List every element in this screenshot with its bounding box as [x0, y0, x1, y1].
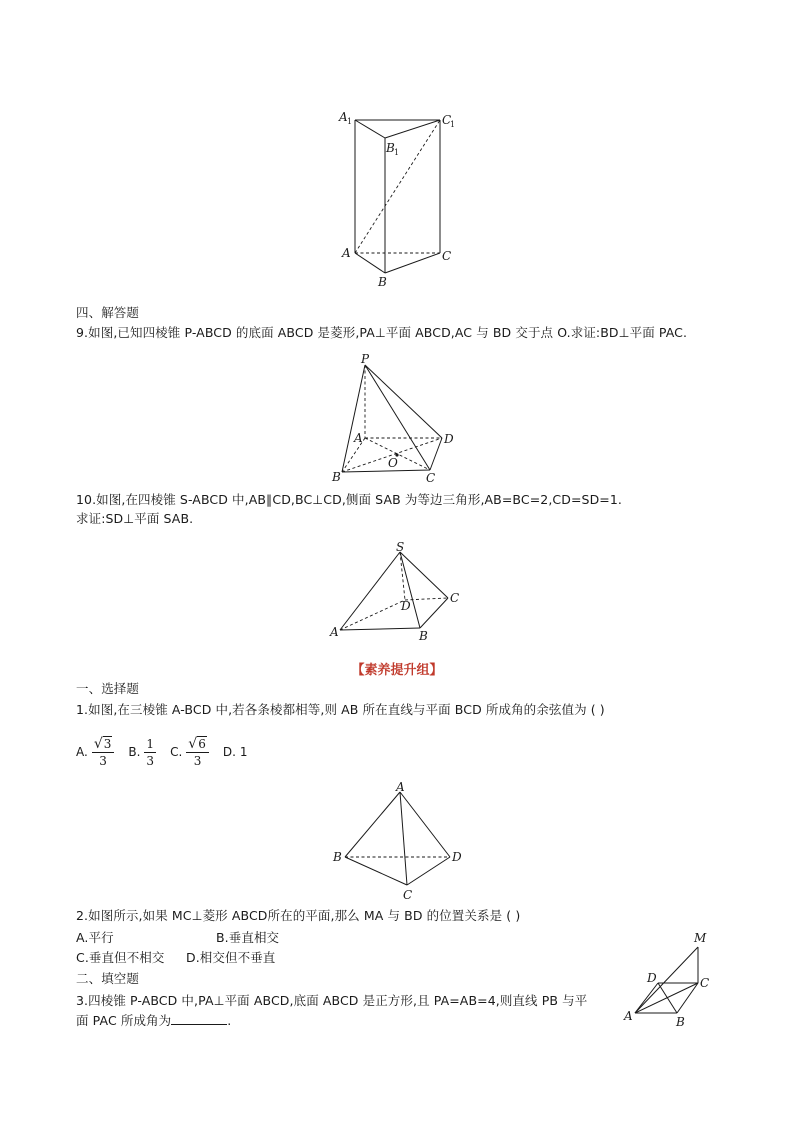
label-C: C [450, 591, 460, 605]
label-B1-sub: 1 [394, 148, 400, 157]
q2-text: 2.如图所示,如果 MC⊥菱形 ABCD所在的平面,那么 MA 与 BD 的位置关系是 ( ) [76, 908, 521, 923]
label-B1: B [386, 141, 395, 155]
label-B: B [676, 1015, 685, 1029]
label-M: M [694, 931, 707, 945]
label-A: A [342, 246, 351, 260]
q1-option-d[interactable]: D. 1 [222, 745, 248, 759]
q1-tetrahedron-figure [330, 780, 470, 905]
q2-option-a[interactable]: A.平行 [76, 930, 114, 945]
label-C1-sub: 1 [450, 120, 456, 129]
section-1-title: 一、选择题 [76, 681, 140, 696]
q1-option-a[interactable]: A. √ 3 3 [76, 736, 114, 769]
q9-pyramid-figure [330, 350, 470, 485]
q1-options [76, 732, 262, 772]
q3-line1: 3.四棱锥 P-ABCD 中,PA⊥平面 ABCD,底面 ABCD 是正方形,且 PA=AB=4,则直线 PB 与平 [76, 993, 588, 1008]
label-C: C [700, 976, 710, 990]
prism-figure [330, 105, 470, 295]
label-B: B [419, 629, 428, 643]
q1-option-b[interactable]: B. $\frac{1}{3}$ [128, 736, 155, 768]
q2-rhombus-figure [620, 925, 720, 1030]
label-C: C [426, 471, 436, 485]
label-A: A [396, 780, 405, 794]
q10-pyramid-figure [330, 540, 470, 645]
section-2-title: 二、填空题 [76, 971, 140, 986]
label-A: A [354, 431, 363, 445]
q2-option-b[interactable]: B.垂直相交 [216, 930, 280, 945]
q1-option-c[interactable]: C. √ 6 3 [170, 736, 209, 769]
label-D: D [452, 850, 462, 864]
label-S: S [396, 540, 405, 554]
label-A1: A [339, 110, 348, 124]
label-A1-sub: 1 [347, 117, 353, 126]
q2-option-c[interactable]: C.垂直但不相交 [76, 950, 165, 965]
label-D: D [647, 971, 657, 985]
section-4-title: 四、解答题 [76, 305, 140, 320]
label-B: B [378, 275, 387, 289]
label-A: A [624, 1009, 633, 1023]
label-C1: C [442, 113, 452, 127]
label-D: D [444, 432, 454, 446]
q1-text: 1.如图,在三棱锥 A-BCD 中,若各条棱都相等,则 AB 所在直线与平面 BCD 所成角的余弦值为 ( ) [76, 702, 605, 717]
label-O: O [388, 456, 398, 470]
label-A: A [330, 625, 339, 639]
label-C: C [442, 249, 452, 263]
q3-answer-blank[interactable] [171, 1012, 227, 1025]
section-tag-suyang: 【素养提升组】 [351, 663, 443, 678]
q10-line1: 10.如图,在四棱锥 S-ABCD 中,AB∥CD,BC⊥CD,侧面 SAB 为等边三角形,AB=BC=2,CD=SD=1. [76, 492, 622, 507]
q10-line2: 求证:SD⊥平面 SAB. [76, 511, 194, 526]
label-C: C [403, 888, 413, 902]
q3-line2-prefix: 面 PAC 所成角为 [76, 1013, 172, 1028]
label-B: B [332, 470, 341, 484]
q9-text: 9.如图,已知四棱锥 P-ABCD 的底面 ABCD 是菱形,PA⊥平面 ABCD,AC 与 BD 交于点 O.求证:BD⊥平面 PAC. [76, 325, 688, 340]
q3-line2 [76, 1012, 231, 1030]
label-B: B [333, 850, 342, 864]
label-P: P [361, 352, 370, 366]
q2-option-d[interactable]: D.相交但不垂直 [186, 950, 276, 965]
label-D: D [401, 599, 411, 613]
q3-line2-suffix: . [227, 1013, 232, 1028]
